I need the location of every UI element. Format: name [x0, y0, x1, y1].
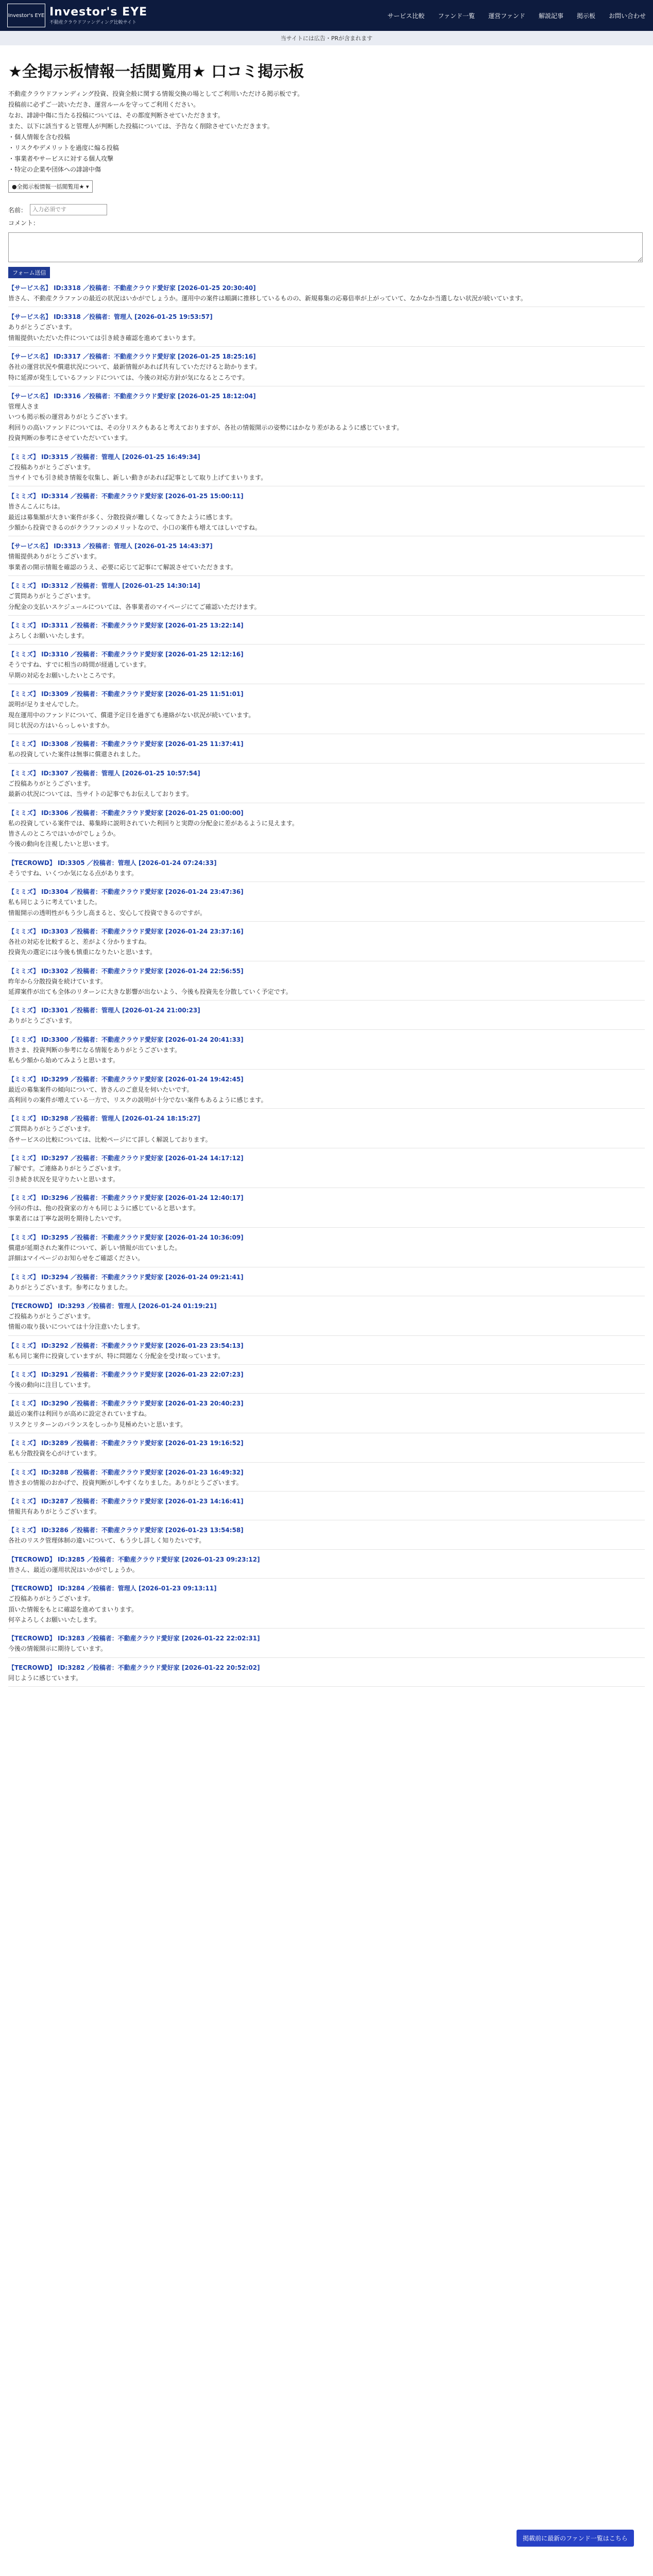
name-input[interactable]: [30, 204, 107, 215]
post-body: ありがとうございます。: [8, 1017, 76, 1025]
post-item: [8, 580, 645, 616]
post-body: 最近の募集案件の傾向について、皆さんのご意見を伺いたいです。 高利回りの案件が増えている一方で、リスクの説明が十分でない案件もあるように感じます。: [8, 1086, 267, 1104]
post-item: [8, 1554, 645, 1579]
post-body: ご投稿ありがとうございます。 情報の取り扱いについては十分注意いたします。: [8, 1312, 144, 1331]
post-header[interactable]: 【TECROWD】 ID:3282 ／投稿者：不動産クラウド愛好家 [2026-01-22 20:52:02]: [8, 1664, 260, 1671]
post-header[interactable]: 【TECROWD】 ID:3283 ／投稿者：不動産クラウド愛好家 [2026-01-22 22:02:31]: [8, 1635, 260, 1642]
post-body: 今後の情報開示に期待しています。: [8, 1645, 107, 1653]
post-header[interactable]: 【ミミズ】 ID:3309 ／投稿者：不動産クラウド愛好家 [2026-01-25 11:51:01]: [8, 690, 244, 698]
nav-item[interactable]: サービス比較: [387, 12, 425, 20]
post-body: ありがとうございます。 情報提供いただいた件については引き続き確認を進めてまいります。: [8, 324, 199, 342]
nav-item[interactable]: ファンド一覧: [438, 12, 475, 20]
post-item: [8, 857, 645, 882]
post-item: [8, 1633, 645, 1657]
post-header[interactable]: 【TECROWD】 ID:3285 ／投稿者：不動産クラウド愛好家 [2026-01-23 09:23:12]: [8, 1555, 260, 1563]
brand-title[interactable]: Investor's EYE: [49, 6, 148, 19]
post-item: [8, 1074, 645, 1109]
post-body: 各社の運営状況や償還状況について、最新情報があれば共有していただけると助かります。 特に延滞が発生しているファンドについては、今後の対応方針が気になるところです。: [8, 363, 261, 381]
post-header[interactable]: 【ミミズ】 ID:3311 ／投稿者：不動産クラウド愛好家 [2026-01-25 13:22:14]: [8, 622, 244, 630]
post-body: 各社の対応を比較すると、差がよく分かりますね。 投資先の選定には今後も慎重になりたいと思います。: [8, 938, 157, 956]
post-body: ご質問ありがとうございます。 各サービスの比較については、比較ページにて詳しく解説しております。: [8, 1125, 212, 1143]
post-body: 昨年から分散投資を続けています。 延滞案件が出ても全体のリターンに大きな影響が出ないよう、今後も投資先を分散していく予定です。: [8, 977, 292, 996]
post-body: 償還が延期された案件について、新しい情報が出ていました。 詳細はマイページのお知らせをご確認ください。: [8, 1244, 181, 1262]
post-header[interactable]: 【ミミズ】 ID:3287 ／投稿者：不動産クラウド愛好家 [2026-01-23 14:16:41]: [8, 1498, 244, 1505]
post-header[interactable]: 【ミミズ】 ID:3301 ／投稿者：管理人 [2026-01-24 21:00:23]: [8, 1007, 200, 1014]
post-item: [8, 1662, 645, 1687]
comment-textarea[interactable]: [8, 232, 643, 262]
post-header[interactable]: 【ミミズ】 ID:3314 ／投稿者：不動産クラウド愛好家 [2026-01-25 15:00:11]: [8, 493, 244, 500]
post-item: [8, 768, 645, 803]
post-body: 皆さん、不動産クラファンの最近の状況はいかがでしょうか。運用中の案件は順調に推移しているものの、新規募集の応募倍率が上がっていて、なかなか当選しない状況が続いています。: [8, 295, 527, 302]
post-item: [8, 1272, 645, 1296]
nav-item[interactable]: 運営ファンド: [488, 12, 525, 20]
post-item: [8, 1005, 645, 1029]
post-item: [8, 351, 645, 386]
board-select-value: ●全掲示板情報一括閲覧用★: [12, 183, 84, 190]
post-body: 私も同じように考えていました。 情報開示の透明性がもう少し高まると、安心して投資できるのですが。: [8, 899, 207, 917]
post-item: [8, 965, 645, 1001]
fund-list-button[interactable]: 掲載前に最新のファンド一覧はこちら: [517, 2530, 634, 2547]
post-header[interactable]: 【サービス名】 ID:3313 ／投稿者：管理人 [2026-01-25 14:43:37]: [8, 543, 213, 550]
post-body: よろしくお願いいたします。: [8, 632, 89, 640]
post-item: [8, 688, 645, 734]
post-header[interactable]: 【サービス名】 ID:3318 ／投稿者：管理人 [2026-01-25 19:53:57]: [8, 313, 213, 321]
intro-line: 不動産クラウドファンディング投資、投資全般に関する情報交換の場としてご利用いただける掲示板です。: [8, 90, 304, 97]
post-body: 各社のリスク管理体制の違いについて、もう少し詳しく知りたいです。: [8, 1537, 205, 1545]
post-header[interactable]: 【TECROWD】 ID:3284 ／投稿者：管理人 [2026-01-23 09:13:11]: [8, 1585, 217, 1592]
post-item: [8, 1340, 645, 1365]
post-item: [8, 1369, 645, 1394]
post-header[interactable]: 【ミミズ】 ID:3315 ／投稿者：管理人 [2026-01-25 16:49:34]: [8, 453, 200, 461]
post-body: 情報共有ありがとうございます。: [8, 1508, 101, 1516]
post-body: そうですね、いくつか気になる点があります。: [8, 869, 138, 877]
post-item: [8, 1034, 645, 1070]
intro-line: ・特定の企業や団体への誹謗中傷: [8, 166, 101, 173]
post-header[interactable]: 【ミミズ】 ID:3290 ／投稿者：不動産クラウド愛好家 [2026-01-23 20:40:23]: [8, 1400, 244, 1408]
post-header[interactable]: 【ミミズ】 ID:3297 ／投稿者：不動産クラウド愛好家 [2026-01-24 14:17:12]: [8, 1155, 244, 1162]
intro-line: ・事業者やサービスに対する個人攻撃: [8, 155, 114, 162]
post-header[interactable]: 【ミミズ】 ID:3312 ／投稿者：管理人 [2026-01-25 14:30:14]: [8, 582, 200, 590]
intro-line: なお、誹謗中傷に当たる投稿については、その都度判断させていただきます。: [8, 112, 224, 119]
post-header[interactable]: 【TECROWD】 ID:3305 ／投稿者：管理人 [2026-01-24 07:24:33]: [8, 859, 217, 867]
post-item: [8, 1437, 645, 1462]
post-header[interactable]: 【ミミズ】 ID:3303 ／投稿者：不動産クラウド愛好家 [2026-01-24 23:37:16]: [8, 927, 244, 935]
post-item: [8, 311, 645, 347]
post-body: 同じように感じています。: [8, 1674, 82, 1682]
main-content: [0, 45, 653, 1692]
post-item: [8, 1398, 645, 1433]
post-body: 皆さん、最近の運用状況はいかがでしょうか。: [8, 1566, 139, 1573]
post-body: 最近の案件は利回りが高めに設定されていますね。 リスクとリターンのバランスをしっかり見極めたいと思います。: [8, 1410, 187, 1428]
post-body: 私も同じ案件に投資していますが、特に問題なく分配金を受け取っています。: [8, 1352, 225, 1360]
nav-item[interactable]: 解説記事: [538, 12, 563, 20]
post-body: ご質問ありがとうございます。 分配金の支払いスケジュールについては、各事業者のマイページにてご確認いただけます。: [8, 592, 261, 611]
post-header[interactable]: 【ミミズ】 ID:3299 ／投稿者：不動産クラウド愛好家 [2026-01-24 19:42:45]: [8, 1075, 244, 1083]
post-item: [8, 1192, 645, 1228]
post-item: [8, 1300, 645, 1336]
post-header[interactable]: 【ミミズ】 ID:3300 ／投稿者：不動産クラウド愛好家 [2026-01-24 20:41:33]: [8, 1036, 244, 1043]
post-item: [8, 282, 645, 307]
post-item: [8, 649, 645, 684]
nav-item[interactable]: 掲示板: [576, 12, 595, 20]
post-item: [8, 738, 645, 763]
post-header[interactable]: 【ミミズ】 ID:3294 ／投稿者：不動産クラウド愛好家 [2026-01-24 09:21:41]: [8, 1273, 244, 1281]
post-header[interactable]: 【ミミズ】 ID:3304 ／投稿者：不動産クラウド愛好家 [2026-01-24 23:47:36]: [8, 888, 244, 896]
post-header[interactable]: 【ミミズ】 ID:3307 ／投稿者：管理人 [2026-01-25 10:57:54]: [8, 769, 200, 777]
main-nav: [387, 11, 646, 20]
brand-subtitle: 不動産クラウドファンディング比較サイト: [49, 20, 137, 25]
submit-button[interactable]: フォーム送信: [8, 267, 50, 278]
post-header[interactable]: 【ミミズ】 ID:3286 ／投稿者：不動産クラウド愛好家 [2026-01-23 13:54:58]: [8, 1527, 244, 1534]
post-body: そうですね、すでに相当の時間が経過しています。 早期の対応をお願いしたいところです。: [8, 661, 150, 679]
post-item: [8, 886, 645, 922]
intro-line: ・個人情報を含む投稿: [8, 133, 71, 141]
post-header[interactable]: 【ミミズ】 ID:3298 ／投稿者：管理人 [2026-01-24 18:15:27]: [8, 1115, 200, 1123]
page-title: ★全掲示板情報一括閲覧用★ 口コミ掲示板: [8, 63, 304, 81]
post-item: [8, 1583, 645, 1629]
post-body: ご投稿ありがとうございます。 最新の状況については、当サイトの記事でもお伝えしております。: [8, 779, 193, 798]
post-item: [8, 620, 645, 645]
post-header[interactable]: 【ミミズ】 ID:3296 ／投稿者：不動産クラウド愛好家 [2026-01-24 12:40:17]: [8, 1194, 244, 1201]
nav-item[interactable]: お問い合わせ: [608, 12, 646, 20]
brand[interactable]: [7, 4, 147, 27]
post-header[interactable]: 【TECROWD】 ID:3293 ／投稿者：管理人 [2026-01-24 01:19:21]: [8, 1302, 217, 1310]
post-item: [8, 1467, 645, 1492]
intro-line: ・リスクやデメリットを過度に煽る投稿: [8, 144, 119, 151]
post-body: 皆さまの情報のおかげで、投資判断がしやすくなりました。ありがとうございます。: [8, 1479, 243, 1486]
post-item: [8, 540, 645, 576]
post-header[interactable]: 【ミミズ】 ID:3288 ／投稿者：不動産クラウド愛好家 [2026-01-23 16:49:32]: [8, 1468, 244, 1476]
post-item: [8, 1113, 645, 1148]
post-body: 皆さんこんにちは。 最近は募集額が大きい案件が多く、分散投資が難しくなってきたように感じます。 少額から投資できるのがクラファンのメリットなので、小口の案件も増えてほしいですね。: [8, 503, 262, 532]
post-header[interactable]: 【ミミズ】 ID:3289 ／投稿者：不動産クラウド愛好家 [2026-01-23 19:16:52]: [8, 1439, 244, 1447]
post-header[interactable]: 【サービス名】 ID:3316 ／投稿者：不動産クラウド愛好家 [2026-01-25 18:12:04]: [8, 392, 256, 400]
post-header[interactable]: 【ミミズ】 ID:3308 ／投稿者：不動産クラウド愛好家 [2026-01-25 11:37:41]: [8, 740, 244, 748]
site-header: [0, 0, 653, 31]
post-header[interactable]: 【サービス名】 ID:3318 ／投稿者：不動産クラウド愛好家 [2026-01-25 20:30:40]: [8, 284, 256, 292]
board-select[interactable]: [8, 180, 93, 193]
name-label: 名前：: [8, 206, 27, 214]
post-item: [8, 1232, 645, 1267]
intro-line: 投稿前に必ずご一読いただき、運営ルールを守ってご利用ください。: [8, 101, 200, 108]
post-item: [8, 1524, 645, 1549]
intro-line: また、以下に該当すると管理人が判断した投稿については、予告なく削除させていただきます。: [8, 123, 273, 130]
post-item: [8, 490, 645, 536]
comment-label: コメント：: [8, 219, 40, 227]
post-body: ありがとうございます。参考になりました。: [8, 1283, 132, 1291]
post-header[interactable]: 【サービス名】 ID:3317 ／投稿者：不動産クラウド愛好家 [2026-01-25 18:25:16]: [8, 353, 256, 361]
post-body: 管理人さま いつも掲示板の運営ありがとうございます。 利回りの高いファンドについては、その分リスクもあると考えておりますが、各社の情報開示の姿勢にはかなり差があるように感じています。 投資判断の参考にさせていただいています。: [8, 402, 403, 442]
post-body: ご投稿ありがとうございます。 当サイトでも引き続き情報を収集し、新しい動きがあれば記事として取り上げてまいります。: [8, 463, 267, 481]
post-header[interactable]: 【ミミズ】 ID:3310 ／投稿者：不動産クラウド愛好家 [2026-01-25 12:12:16]: [8, 651, 244, 658]
intro-text: [8, 89, 645, 175]
post-header[interactable]: 【ミミズ】 ID:3302 ／投稿者：不動産クラウド愛好家 [2026-01-24 22:56:55]: [8, 967, 244, 975]
post-item: [8, 1153, 645, 1188]
post-body: 情報提供ありがとうございます。 事業者の開示情報を確認のうえ、必要に応じて記事にて解説させていただきます。: [8, 553, 237, 571]
post-body: 今後の動向に注目しています。: [8, 1381, 95, 1389]
post-list: [8, 282, 645, 1687]
chevron-down-icon: ▾: [85, 183, 89, 190]
post-body: 了解です。ご連絡ありがとうございます。 引き続き状況を見守りたいと思います。: [8, 1165, 125, 1183]
post-header[interactable]: 【ミミズ】 ID:3306 ／投稿者：不動産クラウド愛好家 [2026-01-25 01:00:00]: [8, 809, 244, 817]
post-body: 皆さま、投資判断の参考になる情報をありがとうございます。 私も少額から始めてみようと思います。: [8, 1046, 181, 1064]
post-body: 私の投資している案件では、募集時に説明されていた利回りと実際の分配金に差があるように見えます。 皆さんのところではいかがでしょうか。 今後の動向を注視したいと思います。: [8, 819, 299, 848]
post-body: 今回の件は、他の投資家の方々も同じように感じていると思います。 事業者には丁寧な説明を期待したいです。: [8, 1204, 200, 1223]
post-body: 私の投資していた案件は無事に償還されました。: [8, 751, 145, 758]
post-item: [8, 451, 645, 487]
post-header[interactable]: 【ミミズ】 ID:3292 ／投稿者：不動産クラウド愛好家 [2026-01-23 23:54:13]: [8, 1342, 244, 1349]
ad-notice: 当サイトには広告・PRが含まれます: [0, 31, 653, 45]
post-item: [8, 391, 645, 447]
post-item: [8, 1496, 645, 1520]
post-item: [8, 926, 645, 961]
post-header[interactable]: 【ミミズ】 ID:3295 ／投稿者：不動産クラウド愛好家 [2026-01-24 10:36:09]: [8, 1233, 244, 1241]
brand-logo[interactable]: Investor's EYE: [7, 4, 45, 27]
post-header[interactable]: 【ミミズ】 ID:3291 ／投稿者：不動産クラウド愛好家 [2026-01-23 22:07:23]: [8, 1371, 244, 1379]
post-body: 説明が足りませんでした。 現在運用中のファンドについて、償還予定日を過ぎても連絡がない状況が続いています。 同じ状況の方はいらっしゃいますか。: [8, 701, 255, 729]
post-body: 私も分散投資を心がけています。: [8, 1450, 101, 1458]
post-item: [8, 807, 645, 853]
post-body: ご投稿ありがとうございます。 頂いた情報をもとに確認を進めてまいります。 何卒よろしくお願いいたします。: [8, 1595, 138, 1623]
